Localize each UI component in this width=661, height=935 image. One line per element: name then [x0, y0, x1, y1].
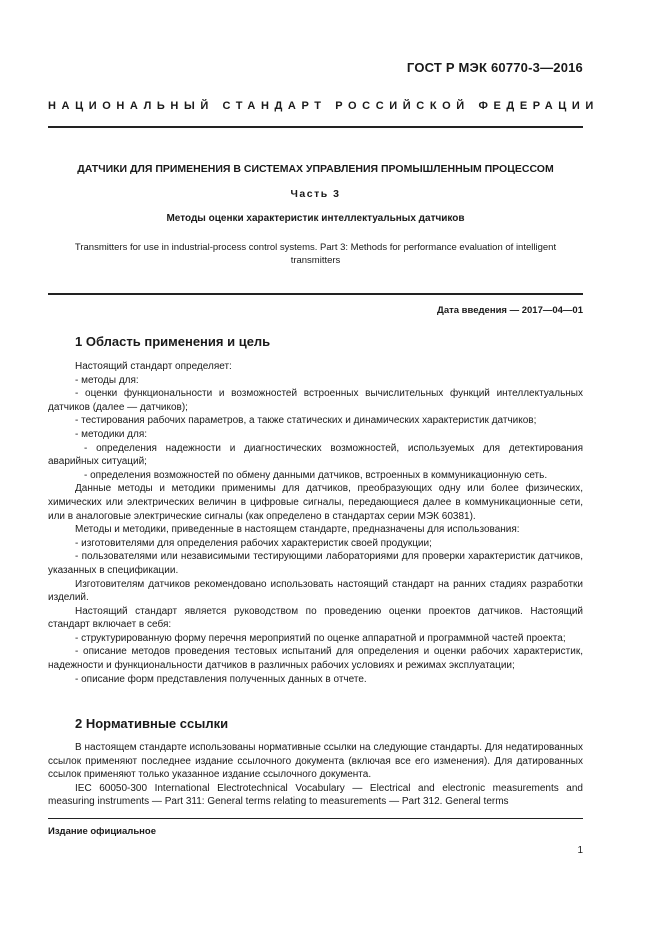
paragraph: - структурированную форму перечня мероприятий по оценке аппаратной и программной частей проекта;: [75, 632, 566, 644]
part-label: Часть 3: [290, 188, 341, 200]
paragraph: Методы и методики, приведенные в настоящем стандарте, предназначены для использования:: [75, 524, 520, 536]
section-1-title: 1 Область применения и цель: [75, 334, 271, 349]
document-title: ДАТЧИКИ ДЛЯ ПРИМЕНЕНИЯ В СИСТЕМАХ УПРАВЛЕНИЯ ПРОМЫШЛЕННЫМ ПРОЦЕССОМ: [77, 163, 554, 175]
paragraph: IEC 60050-300 International Electrotechnical Vocabulary — Electrical and electronic measurements and measuring instruments — Part 311: General terms relating to measurements — Part 312. General terms: [48, 782, 583, 808]
paragraph: - методы для:: [75, 374, 139, 386]
paragraph: Изготовителям датчиков рекомендовано использовать настоящий стандарт на ранних стадиях разработки изделий.: [48, 578, 583, 604]
page-number: 1: [577, 845, 583, 856]
paragraph: - описание форм представления полученных данных в отчете.: [75, 673, 367, 685]
paragraph: - описание методов проведения тестовых испытаний для определения и оценки рабочих характеристик, надежности и функциональности датчиков в различных рабочих условиях и режимах эксплуатации;: [48, 646, 583, 672]
section-1-body: [48, 360, 583, 686]
section-2-title: 2 Нормативные ссылки: [75, 716, 229, 731]
paragraph: - определения надежности и диагностических возможностей, используемых для детектирования аварийных ситуаций;: [48, 442, 583, 468]
footer-divider: [48, 818, 583, 819]
top-divider: [48, 126, 583, 128]
introduction-date: Дата введения — 2017—04—01: [437, 305, 583, 316]
paragraph: - тестирования рабочих параметров, а также статических и динамических характеристик датчиков;: [75, 415, 537, 427]
section-2-body: [48, 741, 583, 809]
national-standard-heading: НАЦИОНАЛЬНЫЙ СТАНДАРТ РОССИЙСКОЙ ФЕДЕРАЦИИ: [48, 100, 599, 112]
paragraph: - пользователями или независимыми тестирующими лабораториями для проверки характеристик датчиков, указанных в спецификации.: [48, 551, 583, 576]
paragraph: - определения возможностей по обмену данными датчиков, встроенных в коммуникационную сеть.: [84, 469, 548, 481]
paragraph: - изготовителями для определения рабочих характеристик своей продукции;: [75, 537, 432, 549]
paragraph: - оценки функциональности и возможностей встроенных вычислительных функций интеллектуальных датчиков (далее — датчиков);: [48, 388, 583, 413]
official-edition-label: Издание официальное: [48, 826, 156, 837]
paragraph: Настоящий стандарт определяет:: [75, 361, 232, 372]
paragraph: - методики для:: [75, 428, 148, 440]
paragraph: В настоящем стандарте использованы нормативные ссылки на следующие стандарты. Для недатированных ссылок применяют последнее издание ссылочного документа (включая все его изменения). Для датированных ссылок применяют только указанное издание ссылочного документа.: [48, 742, 583, 781]
document-subtitle: Методы оценки характеристик интеллектуальных датчиков: [166, 213, 465, 224]
paragraph: Данные методы и методики применимы для датчиков, преобразующих одну или более физических, химических или электрических величин в цифровые сигналы, передающиеся далее в коммуникационные сети, или в аналоговые электрические сигналы (как определено в стандартах серии МЭК 60381).: [48, 483, 583, 522]
title-divider: [48, 293, 583, 295]
standard-code: ГОСТ Р МЭК 60770-3—2016: [406, 60, 583, 75]
english-title: Transmitters for use in industrial-process control systems. Part 3: Methods for performance evaluation of intelligent transmitters: [74, 242, 557, 266]
paragraph: Настоящий стандарт является руководством по проведению оценки проектов датчиков. Настоящий стандарт включает в себя:: [48, 605, 583, 631]
